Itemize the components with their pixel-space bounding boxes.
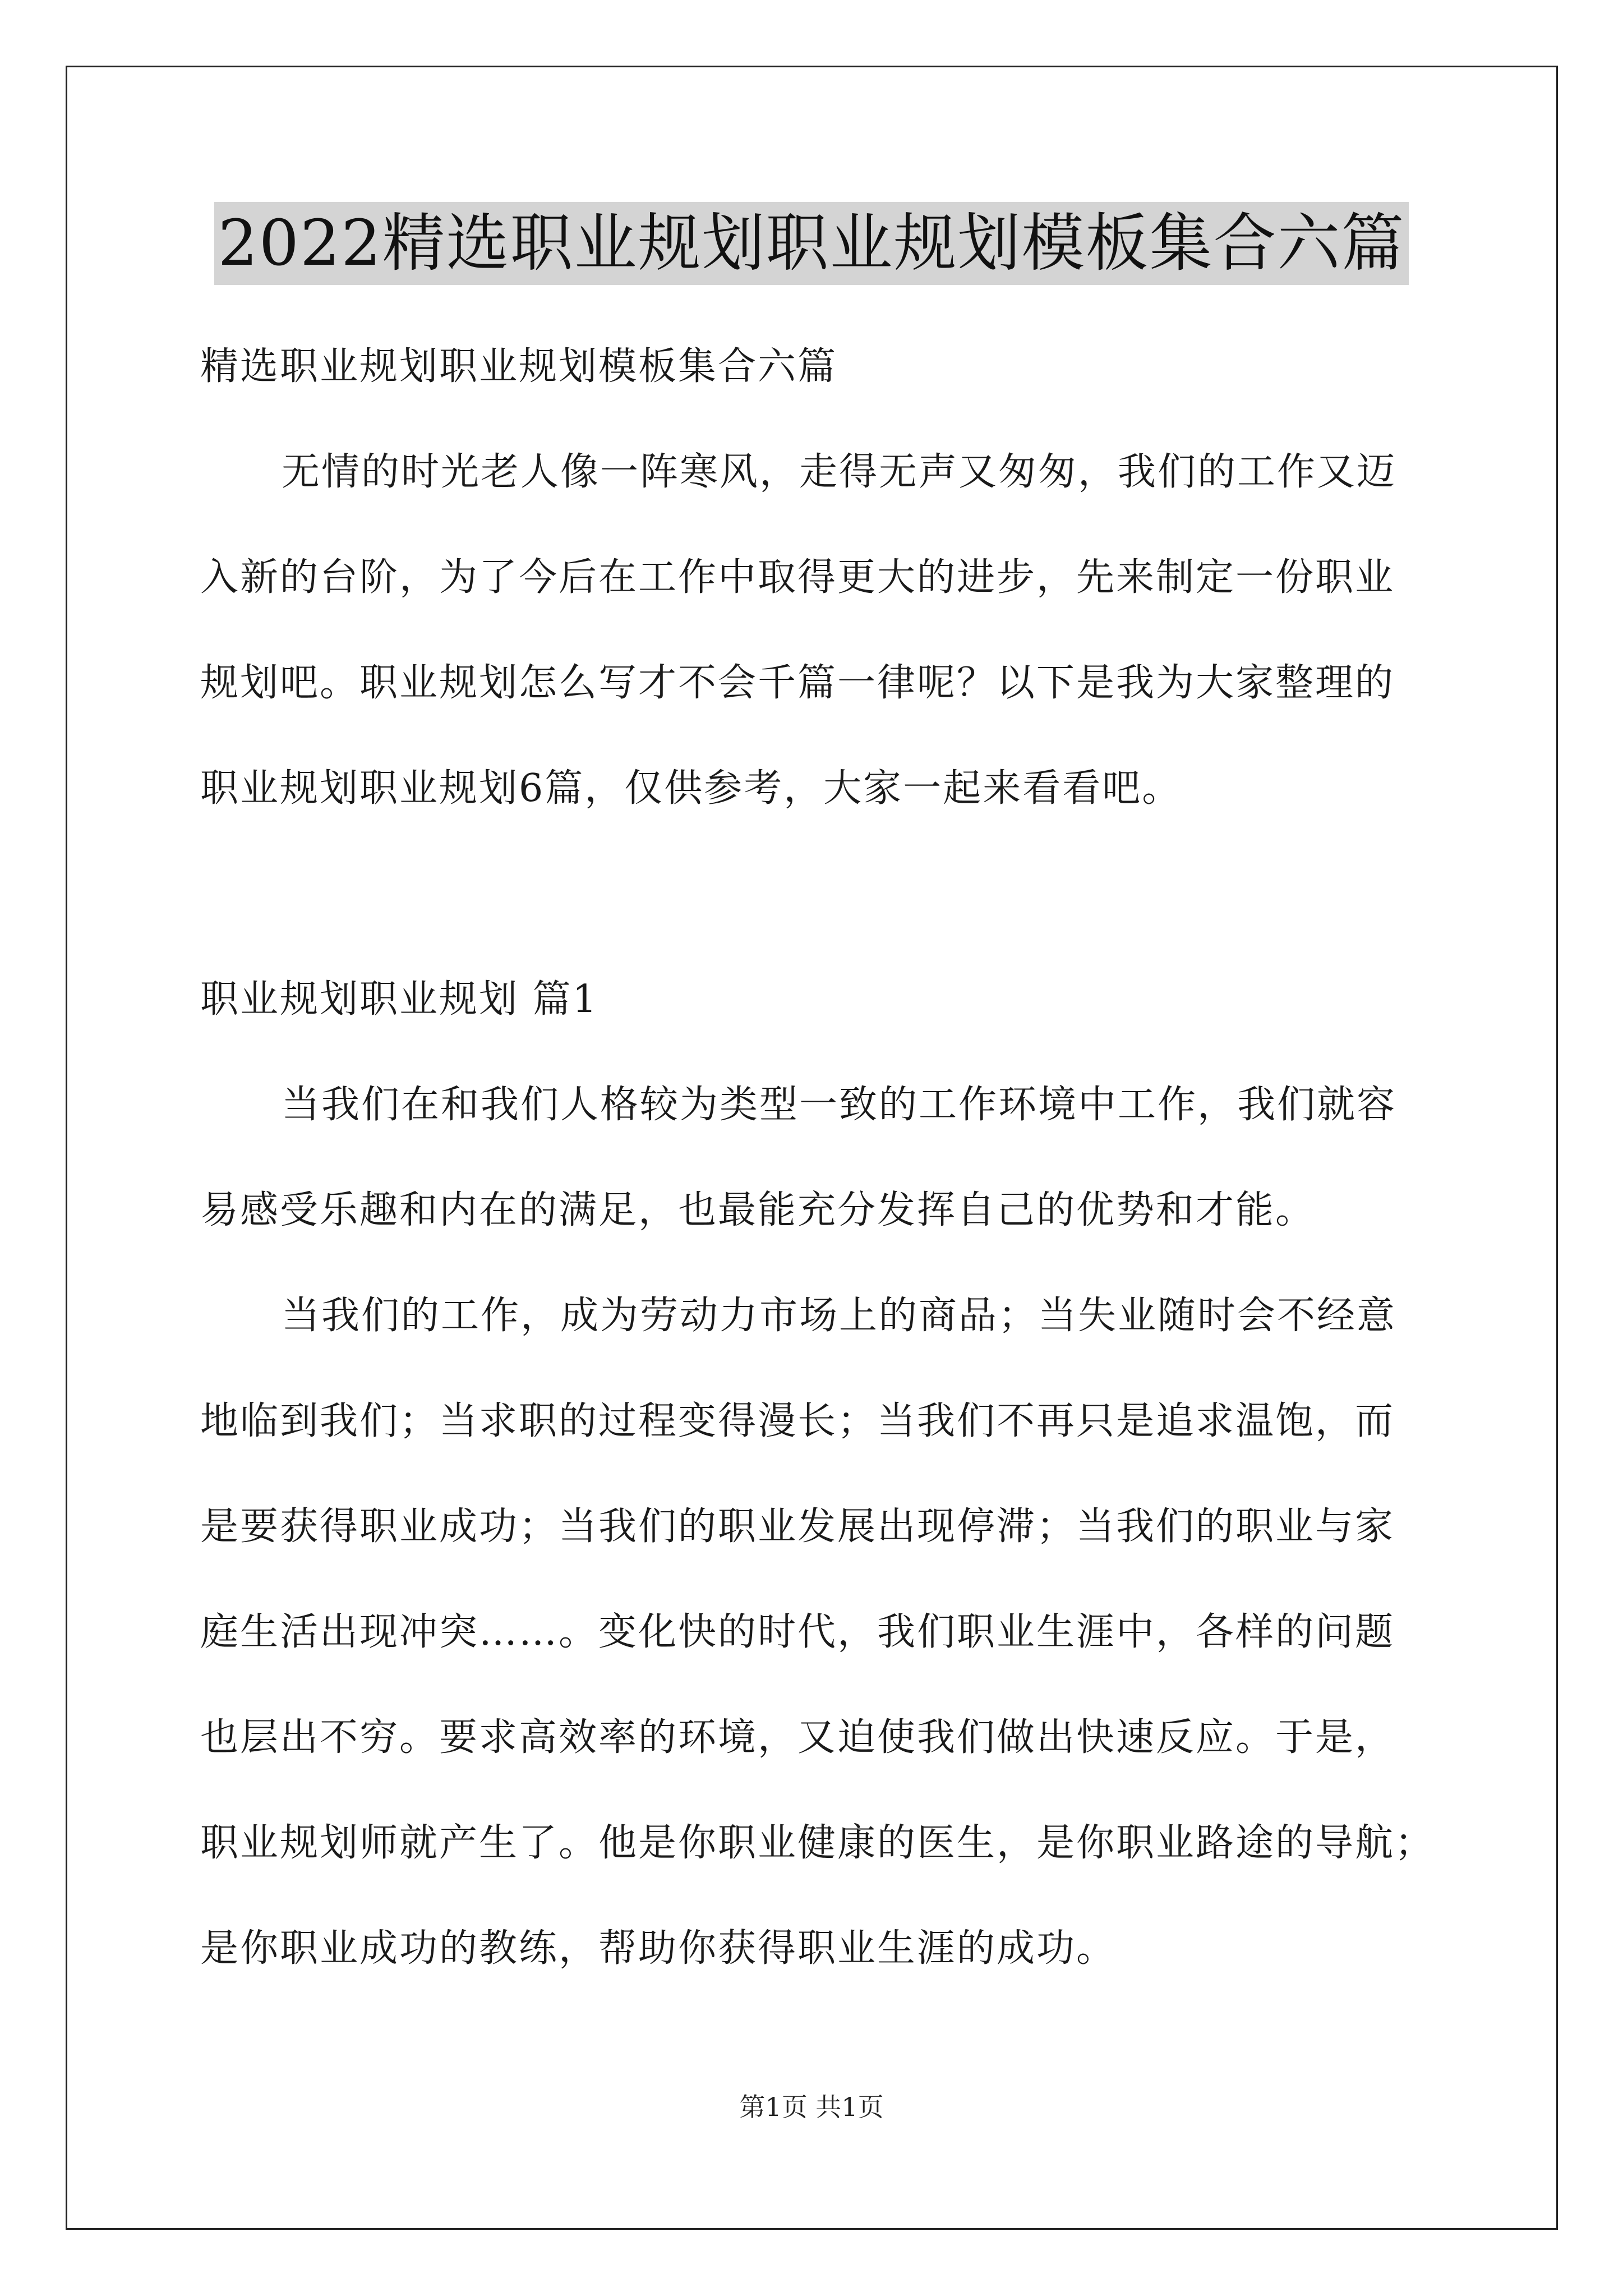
subtitle-line: 精选职业规划职业规划模板集合六篇 <box>200 344 838 389</box>
section-heading: 职业规划职业规划 篇1 <box>200 977 598 1022</box>
document-title: 2022精选职业规划职业规划模板集合六篇 <box>214 202 1408 285</box>
para2-line-6: 职业规划师就产生了。他是你职业健康的医生，是你职业路途的导航； <box>200 1821 1435 1865</box>
para2-line-1: 当我们的工作，成为劳动力市场上的商品；当失业随时会不经意 <box>282 1294 1397 1338</box>
intro-line-2: 入新的台阶，为了今后在工作中取得更大的进步，先来制定一份职业 <box>200 555 1395 600</box>
para1-line-1: 当我们在和我们人格较为类型一致的工作环境中工作，我们就容 <box>282 1083 1397 1127</box>
blank-line <box>200 841 1434 947</box>
para1-line-2: 易感受乐趣和内在的满足，也最能充分发挥自己的优势和才能。 <box>200 1188 1316 1232</box>
document-body <box>200 314 1434 2001</box>
page-footer: 第1页 共1页 <box>739 2092 884 2122</box>
intro-line-4: 职业规划职业规划6篇，仅供参考，大家一起来看看吧。 <box>200 766 1182 811</box>
title-container <box>0 202 1623 285</box>
para2-line-3: 是要获得职业成功；当我们的职业发展出现停滞；当我们的职业与家 <box>200 1504 1395 1549</box>
para2-line-2: 地临到我们；当求职的过程变得漫长；当我们不再只是追求温饱，而 <box>200 1399 1395 1443</box>
para2-line-4: 庭生活出现冲突……。变化快的时代，我们职业生涯中，各样的问题 <box>200 1610 1395 1654</box>
intro-line-3: 规划吧。职业规划怎么写才不会千篇一律呢？以下是我为大家整理的 <box>200 661 1395 705</box>
para2-line-7: 是你职业成功的教练，帮助你获得职业生涯的成功。 <box>200 1926 1117 1971</box>
intro-line-1: 无情的时光老人像一阵寒风，走得无声又匆匆，我们的工作又迈 <box>282 450 1397 494</box>
para2-line-5: 也层出不穷。要求高效率的环境，又迫使我们做出快速反应。于是， <box>200 1715 1395 1760</box>
